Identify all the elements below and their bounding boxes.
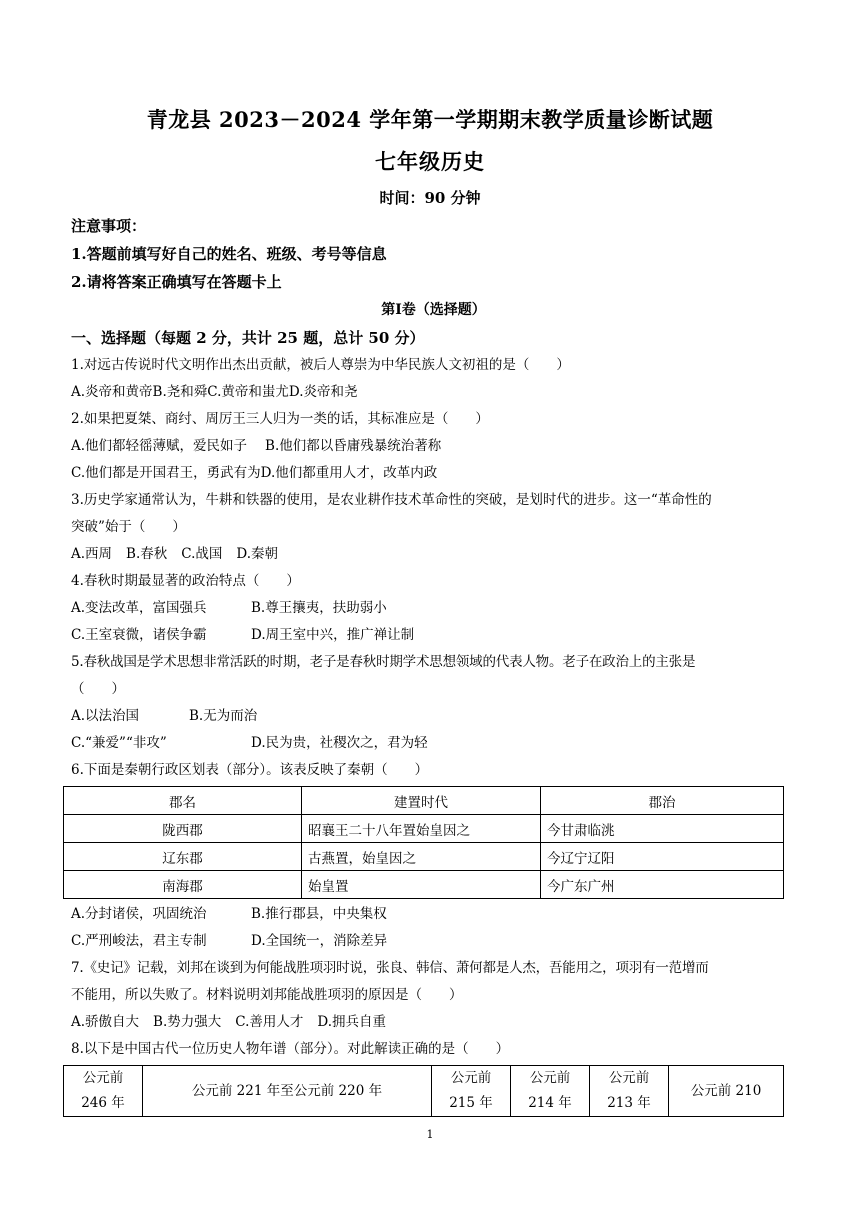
q3-stem-1: 3.历史学家通常认为，牛耕和铁器的使用，是农业耕作技术革命性的突破，是划时代的进步。这一“革命性的 (71, 492, 712, 508)
table-cell (432, 1066, 511, 1117)
q6-option-b: B.推行郡县，中央集权 (251, 906, 387, 922)
q6-options-ab (71, 901, 796, 928)
q6-stem: 6.下面是秦朝行政区划表（部分）。该表反映了秦朝（ ） (71, 762, 429, 778)
q3-stem-2: 突破”始于（ ） (71, 519, 186, 535)
q6-options-cd (71, 928, 796, 955)
q4-option-b: B.尊王攘夷，扶助弱小 (251, 600, 387, 616)
q3-option-c: C.战国 (181, 546, 223, 562)
q8-stem: 8.以下是中国古代一位历史人物年谱（部分）。对此解读正确的是（ ） (71, 1041, 510, 1057)
q4-stem: 4.春秋时期最显著的政治特点（ ） (71, 573, 300, 589)
q7-options (71, 1009, 796, 1036)
notice-item-1: 1.答题前填写好自己的姓名、班级、考号等信息 (71, 245, 387, 263)
q3-option-d: D.秦朝 (236, 546, 279, 562)
q5-stem-2: （ ） (71, 681, 125, 697)
table-header-cell: 郡名 (64, 787, 302, 815)
notice-item-2: 2.请将答案正确填写在答题卡上 (71, 273, 282, 291)
table-row (64, 1066, 784, 1117)
q4-option-c: C.王室衰微，诸侯争霸 (71, 627, 207, 643)
q7-option-c: C.善用人才 (235, 1014, 304, 1030)
table-header-cell: 建置时代 (302, 787, 541, 815)
table-cell: 昭襄王二十八年置始皇因之 (302, 815, 541, 843)
q6-table (63, 786, 784, 899)
q4-options-ab (71, 595, 796, 622)
table-cell: 今辽宁辽阳 (541, 843, 784, 871)
exam-title: 青龙县 2023－2024 学年第一学期期末教学质量诊断试题 (146, 107, 714, 132)
table-cell: 古燕置，始皇因之 (302, 843, 541, 871)
year-line-2: 215 年 (449, 1095, 493, 1111)
table-cell: 今甘肃临洮 (541, 815, 784, 843)
year-line-1: 公元前 (450, 1070, 492, 1086)
table-header-cell: 郡治 (541, 787, 784, 815)
q5-stem-1: 5.春秋战国是学术思想非常活跃的时期，老子是春秋时期学术思想领域的代表人物。老子在政治上的主张是 (71, 654, 696, 670)
year-line-1: 公元前 (82, 1070, 124, 1086)
q5-option-c: C.“兼爱”“非攻” (71, 735, 167, 751)
table-header-row (64, 787, 784, 815)
exam-content (71, 212, 796, 1117)
table-cell (64, 1066, 143, 1117)
year-line-2: 214 年 (528, 1095, 572, 1111)
exam-subtitle: 七年级历史 (375, 149, 485, 174)
table-row (64, 843, 784, 871)
section-heading: 一、选择题（每题 2 分，共计 25 题，总计 50 分） (71, 329, 425, 347)
q5-option-d: D.民为贵，社稷次之，君为轻 (251, 735, 428, 751)
q3-option-b: B.春秋 (126, 546, 168, 562)
table-cell: 今广东广州 (541, 871, 784, 899)
table-cell: 始皇置 (302, 871, 541, 899)
exam-time: 时间：90 分钟 (379, 189, 481, 207)
q7-option-b: B.势力强大 (153, 1014, 222, 1030)
q6-option-a: A.分封诸侯，巩固统治 (71, 906, 207, 922)
q2-option-b: B.他们都以昏庸残暴统治著称 (265, 438, 442, 454)
volume-heading: 第Ⅰ卷（选择题） (381, 302, 486, 318)
year-line-2: 213 年 (607, 1095, 651, 1111)
q3-options (71, 541, 796, 568)
table-cell (143, 1066, 432, 1117)
q5-option-b: B.无为而治 (189, 708, 258, 724)
year-line-2: 246 年 (81, 1095, 125, 1111)
q4-options-cd (71, 622, 796, 649)
q7-option-a: A.骄傲自大 (71, 1014, 140, 1030)
q6-option-c: C.严刑峻法，君主专制 (71, 933, 207, 949)
table-cell (669, 1066, 784, 1117)
notice-heading: 注意事项： (71, 217, 147, 235)
table-row (64, 815, 784, 843)
q2-options-ab (71, 433, 796, 460)
q2-stem: 2.如果把夏桀、商纣、周厉王三人归为一类的话，其标准应是（ ） (71, 411, 489, 427)
table-cell (511, 1066, 590, 1117)
table-cell: 南海郡 (64, 871, 302, 899)
page-number: 1 (426, 1128, 434, 1141)
q1-stem: 1.对远古传说时代文明作出杰出贡献，被后人尊崇为中华民族人文初祖的是（ ） (71, 357, 570, 373)
year-line-1: 公元前 221 年至公元前 220 年 (191, 1082, 383, 1099)
q5-options-ab (71, 703, 796, 730)
q4-option-a: A.变法改革，富国强兵 (71, 600, 207, 616)
table-cell (590, 1066, 669, 1117)
q7-stem-2: 不能用，所以失败了。材料说明刘邦能战胜项羽的原因是（ ） (71, 987, 463, 1003)
q4-option-d: D.周王室中兴，推广禅让制 (251, 627, 415, 643)
q2-option-a: A.他们都轻徭薄赋，爱民如子 (71, 438, 248, 454)
table-row (64, 871, 784, 899)
q7-option-d: D.拥兵自重 (317, 1014, 387, 1030)
q1-options: A.炎帝和黄帝B.尧和舜C.黄帝和蚩尤D.炎帝和尧 (71, 384, 358, 400)
year-line-1: 公元前 210 (690, 1082, 762, 1099)
q5-option-a: A.以法治国 (71, 708, 140, 724)
table-cell: 辽东郡 (64, 843, 302, 871)
q8-timeline-table (63, 1065, 784, 1117)
table-cell: 陇西郡 (64, 815, 302, 843)
q2-options-cd: C.他们都是开国君王，勇武有为D.他们都重用人才，改革内政 (71, 465, 438, 481)
q7-stem-1: 7.《史记》记载，刘邦在谈到为何能战胜项羽时说，张良、韩信、萧何都是人杰，吾能用之，项羽有一范增而 (71, 960, 709, 976)
q3-option-a: A.西周 (71, 546, 113, 562)
q5-options-cd (71, 730, 796, 757)
year-line-1: 公元前 (608, 1070, 650, 1086)
year-line-1: 公元前 (529, 1070, 571, 1086)
q6-option-d: D.全国统一，消除差异 (251, 933, 388, 949)
